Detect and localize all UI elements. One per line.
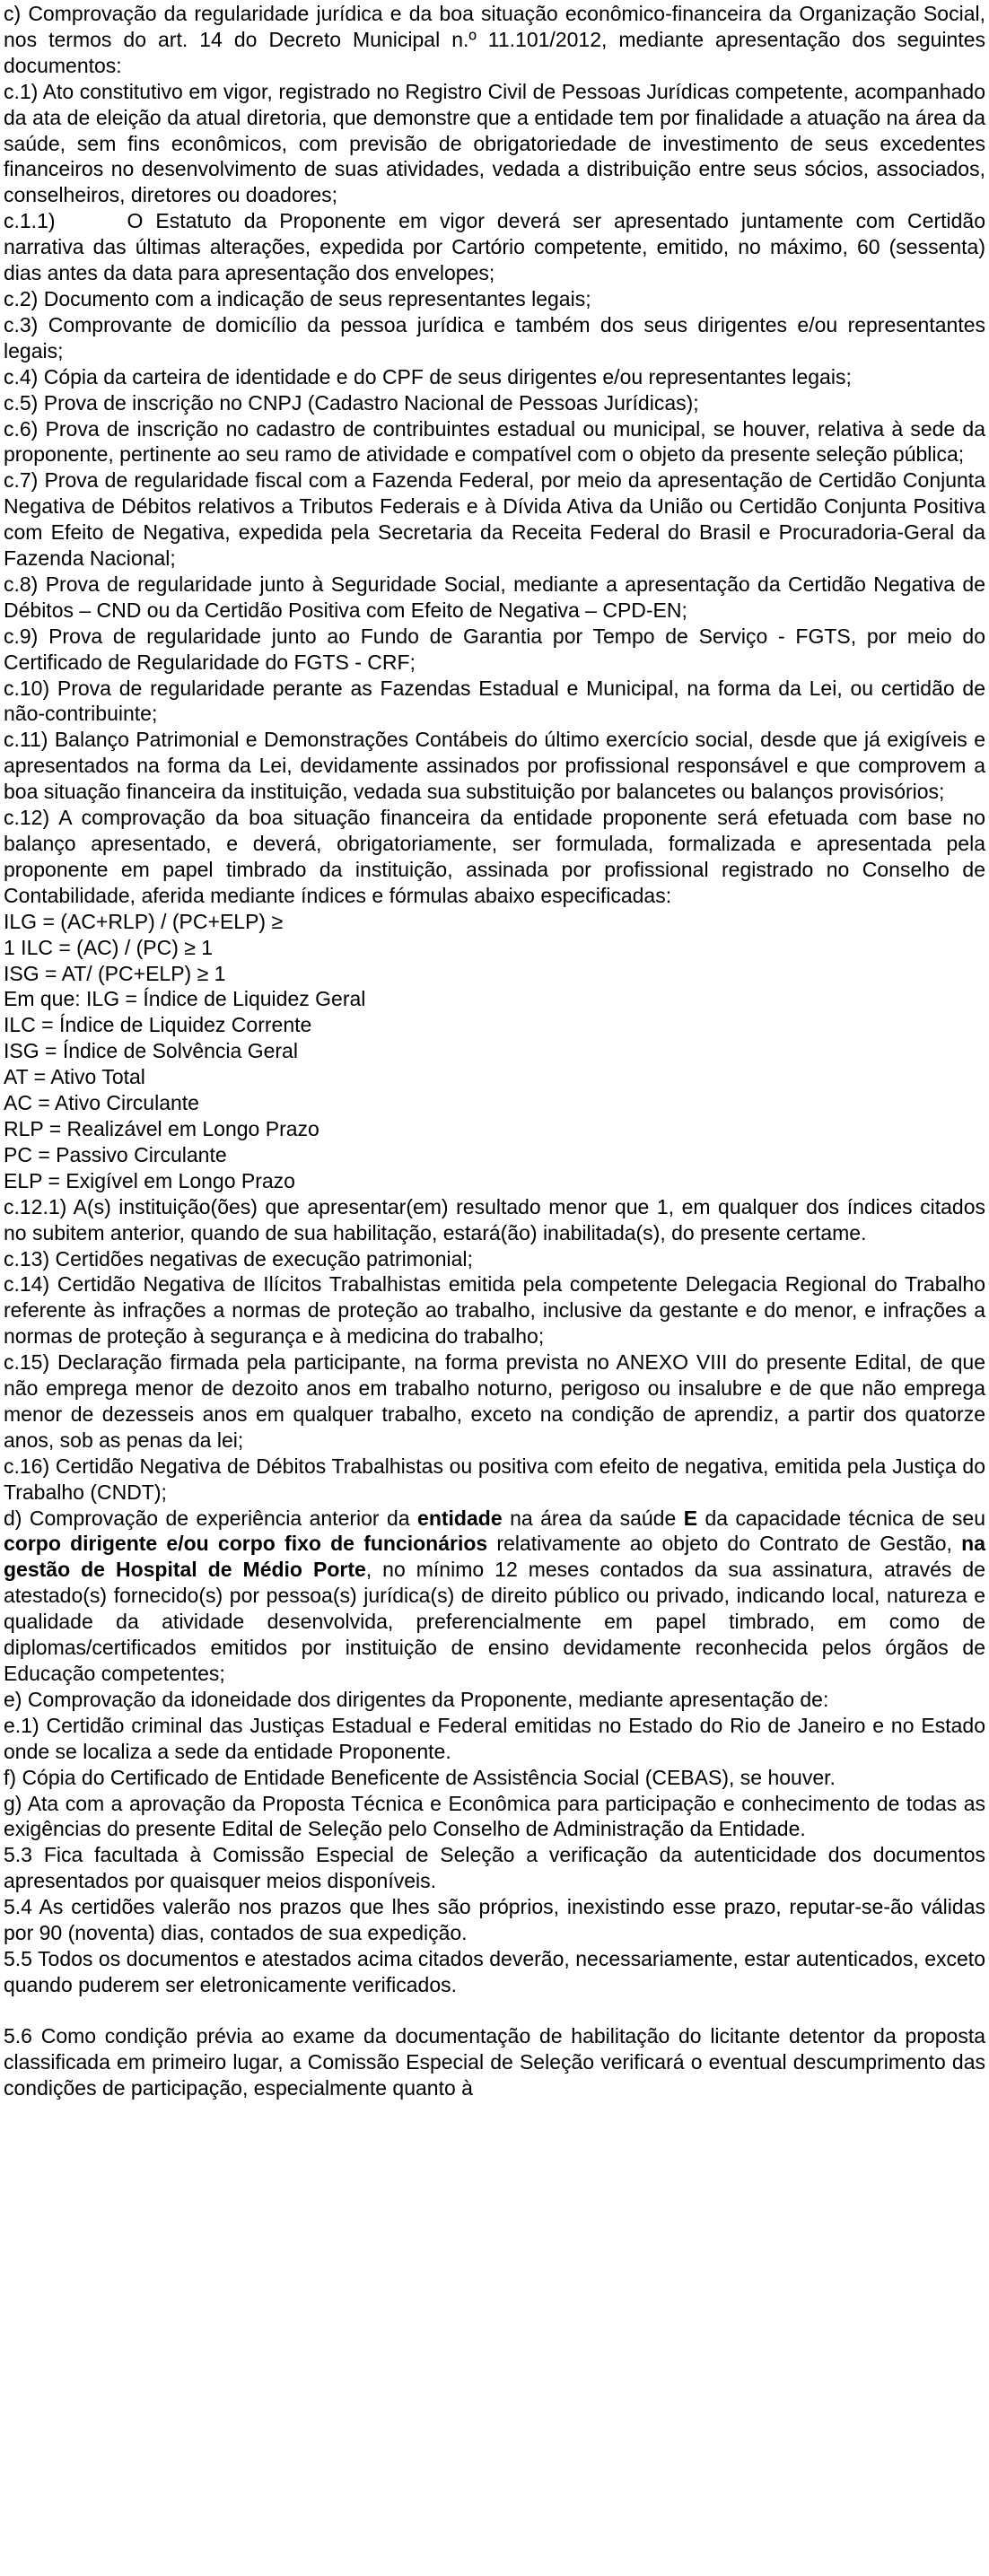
paragraph-c10: c.10) Prova de regularidade perante as Fazendas Estadual e Municipal, na forma da Lei, ou certidão de não-contribuinte; [4, 676, 985, 726]
paragraph-g: g) Ata com a aprovação da Proposta Técnica e Econômica para participação e conhecimento de todas as exigências do presente Edital de Seleção pelo Conselho de Administração da Entidade. [4, 1791, 985, 1841]
legend-line: AC = Ativo Circulante [4, 1091, 199, 1115]
legend-line: ILC = Índice de Liquidez Corrente [4, 1013, 312, 1037]
paragraph-c12: c.12) A comprovação da boa situação financeira da entidade proponente será efetuada com base no balanço apresentado, e deverá, obrigatoriamente, ser formulada, formalizada e apresentada pela proponente em papel timbrado da instituição, assinada por profissional registrado no Conselho de Contabilidade, aferida mediante índices e fórmulas abaixo especificadas: [4, 806, 985, 907]
paragraph-c1-1 [4, 208, 985, 286]
paragraph-5-6: 5.6 Como condição prévia ao exame da documentação de habilitação do licitante detentor da proposta classificada em primeiro lugar, a Comissão Especial de Seleção verificará o eventual descumprimento das condições de participação, especialmente quanto à [4, 2023, 985, 2100]
paragraph-c13: c.13) Certidões negativas de execução patrimonial; [4, 1246, 473, 1271]
legend-line: PC = Passivo Circulante [4, 1142, 227, 1166]
legend-line: RLP = Realizável em Longo Prazo [4, 1116, 319, 1140]
paragraph-d [4, 1506, 985, 1687]
item-number: c.1.1) [4, 209, 56, 233]
paragraph-c9: c.9) Prova de regularidade junto ao Fundo de Garantia por Tempo de Serviço - FGTS, por meio do Certificado de Regularidade do FGTS - CRF; [4, 624, 985, 674]
paragraph-5-5: 5.5 Todos os documentos e atestados acima citados deverão, necessariamente, estar autenticados, exceto quando puderem ser eletronicamente verificados. [4, 1946, 985, 1996]
paragraph-5-3: 5.3 Fica facultada à Comissão Especial de Seleção a verificação da autenticidade dos documentos apresentados por quaisquer meios disponíveis. [4, 1843, 985, 1893]
paragraph-e: e) Comprovação da idoneidade dos dirigentes da Proponente, mediante apresentação de: [4, 1687, 829, 1711]
paragraph-c5: c.5) Prova de inscrição no CNPJ (Cadastro Nacional de Pessoas Jurídicas); [4, 390, 699, 415]
item-text: O Estatuto da Proponente em vigor deverá ser apresentado juntamente com Certidão narrativa das últimas alterações, expedida por Cartório competente, emitido, no máximo, 60 (sessenta) dias antes da data para apresentação dos envelopes; [4, 209, 985, 285]
text-run: da capacidade técnica de seu [697, 1506, 985, 1530]
paragraph-gap [4, 1998, 985, 2023]
text-run: relativamente ao objeto do Contrato de Gestão, [487, 1532, 962, 1556]
formula-line: ILG = (AC+RLP) / (PC+ELP) ≥ [4, 909, 284, 933]
paragraph-c4: c.4) Cópia da carteira de identidade e do CPF de seus dirigentes e/ou representantes legais; [4, 364, 852, 389]
paragraph-c8: c.8) Prova de regularidade junto à Seguridade Social, mediante a apresentação da Certidão Negativa de Débitos – CND ou da Certidão Positiva com Efeito de Negativa – CPD-EN; [4, 572, 985, 622]
paragraph-c2: c.2) Documento com a indicação de seus representantes legais; [4, 286, 591, 310]
paragraph-c7: c.7) Prova de regularidade fiscal com a Fazenda Federal, por meio da apresentação de Certidão Conjunta Negativa de Débitos relativos a Tributos Federais e à Dívida Ativa da União ou Certidão Conjunta Positiva com Efeito de Negativa, expedida pela Secretaria da Receita Federal do Brasil e Procuradoria-Geral da Fazenda Nacional; [4, 468, 985, 571]
text-run: na área da saúde [502, 1506, 684, 1530]
paragraph-c1: c.1) Ato constitutivo em vigor, registrado no Registro Civil de Pessoas Jurídicas competente, acompanhado da ata de eleição da atual diretoria, que demonstre que a entidade tem por finalidade a atuação na área da saúde, sem fins econômicos, com previsão de obrigatoriedade de investimento de seus excedentes financeiros no desenvolvimento de suas atividades, vedada a distribuição entre seus sócios, associados, conselheiros, diretores ou doadores; [4, 79, 985, 207]
paragraph-e1: e.1) Certidão criminal das Justiças Estadual e Federal emitidas no Estado do Rio de Janeiro e no Estado onde se localiza a sede da entidade Proponente. [4, 1713, 985, 1763]
bold-run: entidade [417, 1506, 503, 1530]
text-run: d) Comprovação de experiência anterior da [4, 1506, 418, 1530]
paragraph-c15: c.15) Declaração firmada pela participante, na forma prevista no ANEXO VIII do presente Edital, de que não emprega menor de dezoito anos em trabalho noturno, perigoso ou insalubre e de que não emprega menor de dezesseis anos em qualquer trabalho, exceto na condição de aprendiz, a partir dos quatorze anos, sob as penas da lei; [4, 1350, 985, 1452]
legend-line: AT = Ativo Total [4, 1065, 145, 1089]
paragraph-c14: c.14) Certidão Negativa de Ilícitos Trabalhistas emitida pela competente Delegacia Regional do Trabalho referente às infrações a normas de proteção ao trabalho, inclusive da gestante e do menor, e infrações a normas de proteção à segurança e à medicina do trabalho; [4, 1272, 985, 1349]
legend-line: ELP = Exigível em Longo Prazo [4, 1168, 295, 1192]
legend-line: Em que: ILG = Índice de Liquidez Geral [4, 987, 366, 1011]
paragraph-c16: c.16) Certidão Negativa de Débitos Trabalhistas ou positiva com efeito de negativa, emitida pela Justiça do Trabalho (CNDT); [4, 1454, 985, 1504]
paragraph-c3: c.3) Comprovante de domicílio da pessoa jurídica e também dos seus dirigentes e/ou representantes legais; [4, 312, 985, 362]
paragraph-c12-1: c.12.1) A(s) instituição(ões) que apresentar(em) resultado menor que 1, em qualquer dos índices citados no subitem anterior, quando de sua habilitação, estará(ão) inabilitada(s), do presente certame. [4, 1194, 985, 1244]
bold-run: na gestão de Hospital de Médio Porte [4, 1532, 985, 1582]
paragraph-f: f) Cópia do Certificado de Entidade Beneficente de Assistência Social (CEBAS), se houver. [4, 1765, 836, 1789]
bold-run: E [683, 1506, 698, 1530]
paragraph-c: c) Comprovação da regularidade jurídica e da boa situação econômico-financeira da Organização Social, nos termos do art. 14 do Decreto Municipal n.º 11.101/2012, mediante apresentação dos seguintes documentos: [4, 2, 985, 77]
paragraph-c11: c.11) Balanço Patrimonial e Demonstrações Contábeis do último exercício social, desde que já exigíveis e apresentados na forma da Lei, devidamente assinados por profissional responsável e que comprovem a boa situação financeira da instituição, vedada sua substituição por balancetes ou balanços provisórios; [4, 728, 985, 804]
document-page [4, 1, 985, 2101]
paragraph-5-4: 5.4 As certidões valerão nos prazos que lhes são próprios, inexistindo esse prazo, reputar-se-ão válidas por 90 (noventa) dias, contados de sua expedição. [4, 1895, 985, 1945]
formula-line: 1 ILC = (AC) / (PC) ≥ 1 [4, 935, 214, 959]
formula-line: ISG = AT/ (PC+ELP) ≥ 1 [4, 961, 226, 985]
legend-line: ISG = Índice de Solvência Geral [4, 1039, 298, 1063]
bold-run: corpo dirigente e/ou corpo fixo de funcionários [4, 1532, 488, 1556]
paragraph-c6: c.6) Prova de inscrição no cadastro de contribuintes estadual ou municipal, se houver, relativa à sede da proponente, pertinente ao seu ramo de atividade e compatível com o objeto da presente seleção pública; [4, 416, 985, 467]
text-run: , no mínimo 12 meses contados da sua assinatura, através de atestado(s) fornecido(s) por pessoa(s) jurídica(s) de direito público ou privado, indicando local, natureza e qualidade da atividade desenvolvida, preferencialmente em papel timbrado, em como de diplomas/certificados emitidos por instituição de ensino devidamente reconhecida pelos órgãos de Educação competentes; [4, 1558, 985, 1685]
